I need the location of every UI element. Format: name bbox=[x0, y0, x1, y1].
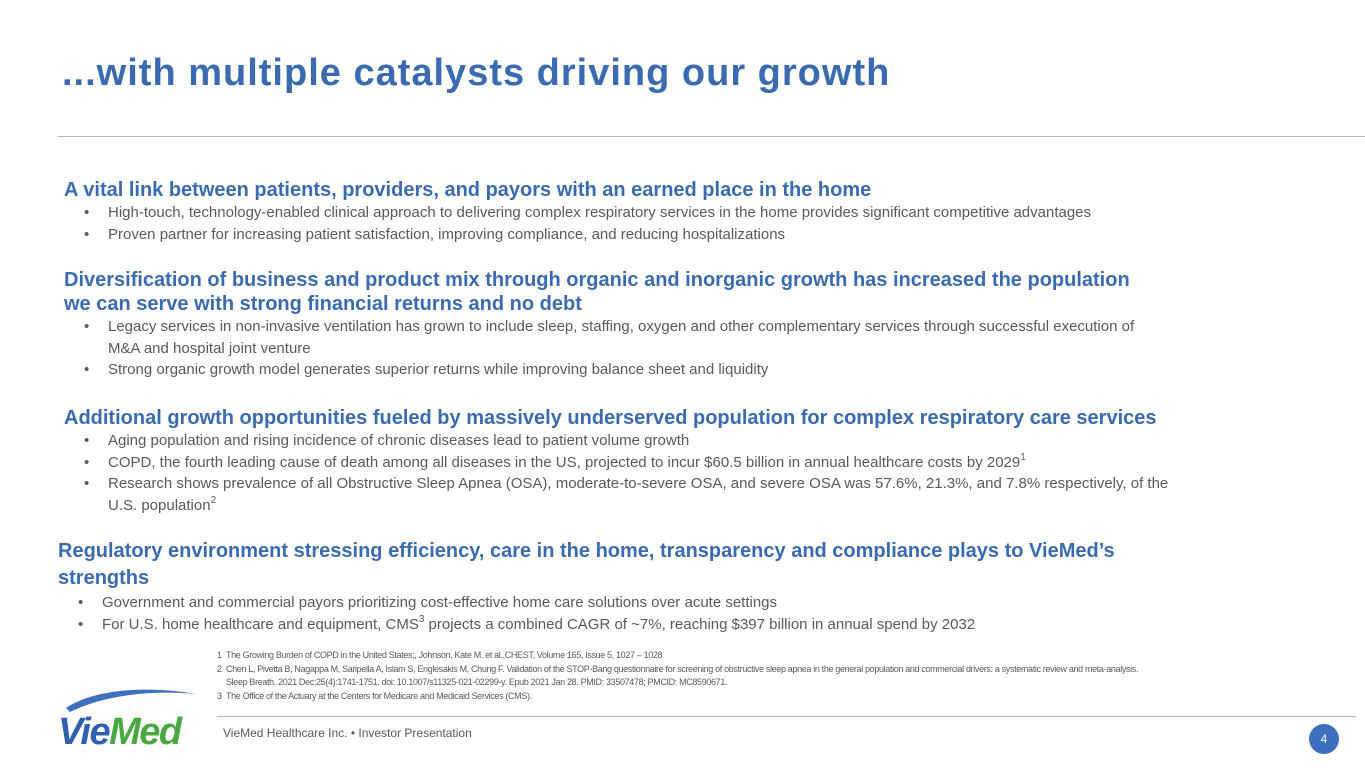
list-item bbox=[64, 316, 1334, 359]
footnote-text: The Office of the Actuary at the Centers for Medicare and Medicaid Services (CMS). bbox=[226, 690, 532, 701]
bullet-list bbox=[58, 592, 1308, 635]
section-heading: A vital link between patients, providers, and payors with an earned place in the home bbox=[64, 179, 872, 201]
section-diversification bbox=[64, 268, 1334, 381]
list-item bbox=[64, 359, 1334, 381]
footnote bbox=[217, 690, 1347, 704]
bullet-marker: • bbox=[84, 225, 90, 243]
footnote bbox=[217, 649, 1347, 663]
bullet-text: U.S. population bbox=[108, 496, 211, 514]
bullet-marker: • bbox=[78, 594, 84, 611]
list-item bbox=[64, 224, 1334, 246]
section-heading bbox=[64, 268, 1334, 316]
footnote-ref: 2 bbox=[210, 494, 217, 506]
section-vital-link bbox=[64, 178, 1334, 245]
section-growth-opportunities bbox=[64, 406, 1334, 516]
bullet-text: Research shows prevalence of all Obstructive Sleep Apnea (OSA), moderate-to-severe OSA, and severe OSA was 57.6%, 21.3%, and 7.8% respectively, of the bbox=[108, 475, 1169, 492]
bullet-text: Strong organic growth model generates superior returns while improving balance sheet and liquidity bbox=[108, 361, 769, 378]
list-item bbox=[64, 473, 1334, 516]
footnote-number: 3 bbox=[217, 690, 222, 701]
bullet-list bbox=[64, 430, 1334, 516]
footnote-ref: 1 bbox=[1020, 451, 1026, 463]
list-item bbox=[58, 592, 1308, 614]
viemed-logo bbox=[56, 686, 202, 750]
heading-line: Diversification of business and product mix through organic and inorganic growth has increased the population bbox=[64, 269, 1130, 291]
heading-line: Regulatory environment stressing efficiency, care in the home, transparency and compliance plays to VieMed’s bbox=[58, 540, 1115, 562]
bullet-marker: • bbox=[84, 361, 90, 378]
heading-line: we can serve with strong financial returns and no debt bbox=[64, 293, 582, 315]
page-number-badge: 4 bbox=[1309, 724, 1339, 754]
bullet-marker: • bbox=[84, 318, 90, 335]
footnote-text: The Growing Burden of COPD in the United States;, Johnson, Kate M. et al.,CHEST, Volume 165, Issue 5, 1027 – 1028 bbox=[226, 650, 663, 660]
list-item bbox=[64, 202, 1334, 224]
list-item bbox=[64, 452, 1334, 474]
bullet-text: M&A and hospital joint venture bbox=[108, 339, 311, 357]
section-regulatory bbox=[58, 538, 1308, 635]
footnote-number: 1 bbox=[217, 650, 222, 660]
bullet-marker: • bbox=[84, 475, 90, 492]
list-item bbox=[58, 614, 1308, 636]
bullet-list bbox=[64, 202, 1334, 245]
footnote-number: 2 bbox=[217, 663, 222, 674]
footer-divider bbox=[217, 716, 1356, 717]
title-divider bbox=[58, 136, 1365, 137]
bullet-text: Legacy services in non-invasive ventilation has grown to include sleep, staffing, oxygen and other complementary services through successful execution of bbox=[108, 318, 1135, 335]
bullet-text: Proven partner for increasing patient satisfaction, improving compliance, and reducing hospitalizations bbox=[108, 225, 786, 243]
bullet-list bbox=[64, 316, 1334, 381]
bullet-text: Government and commercial payors prioritizing cost-effective home care solutions over acute settings bbox=[102, 594, 778, 611]
logo-swoosh bbox=[66, 690, 196, 712]
footer-text: VieMed Healthcare Inc. • Investor Presentation bbox=[223, 726, 472, 740]
slide-title: ...with multiple catalysts driving our growth bbox=[62, 52, 891, 94]
heading-line: strengths bbox=[58, 567, 150, 589]
bullet-text: Aging population and rising incidence of chronic diseases lead to patient volume growth bbox=[108, 432, 690, 449]
section-heading bbox=[58, 538, 1308, 592]
section-heading: Additional growth opportunities fueled by massively underserved population for complex respiratory care services bbox=[64, 407, 1157, 429]
footnote-ref: 3 bbox=[418, 613, 425, 625]
list-item bbox=[64, 430, 1334, 452]
bullet-text: projects a combined CAGR of ~7%, reaching $397 billion in annual spend by 2032 bbox=[424, 615, 976, 633]
footnote-text: Chen L, Pivetta B, Nagappa M, Saripella A, Islam S, Englesakis M, Chung F. Validation of the STOP-Bang questionnaire for screening of obstructive sleep apnea in the general population and commercial drivers: a systematic review and meta-analysis. bbox=[226, 663, 1139, 674]
bullet-marker: • bbox=[78, 615, 84, 633]
bullet-marker: • bbox=[84, 204, 90, 221]
bullet-text: COPD, the fourth leading cause of death among all diseases in the US, projected to incur $60.5 billion in annual healthcare costs by 2029 bbox=[108, 453, 1021, 471]
footnote bbox=[217, 663, 1347, 690]
bullet-text: High-touch, technology-enabled clinical approach to delivering complex respiratory services in the home provides significant competitive advantages bbox=[108, 204, 1092, 221]
logo-wordmark: VieMed bbox=[58, 711, 181, 750]
bullet-marker: • bbox=[84, 432, 90, 449]
footnote-text: Sleep Breath. 2021 Dec;25(4):1741-1751. doi: 10.1007/s11325-021-02299-y. Epub 2021 Jan 28. PMID: 33507478; PMCID: MC8590671. bbox=[226, 677, 728, 687]
bullet-text: For U.S. home healthcare and equipment, CMS bbox=[102, 615, 419, 633]
footnotes bbox=[217, 649, 1347, 703]
bullet-marker: • bbox=[84, 453, 90, 471]
